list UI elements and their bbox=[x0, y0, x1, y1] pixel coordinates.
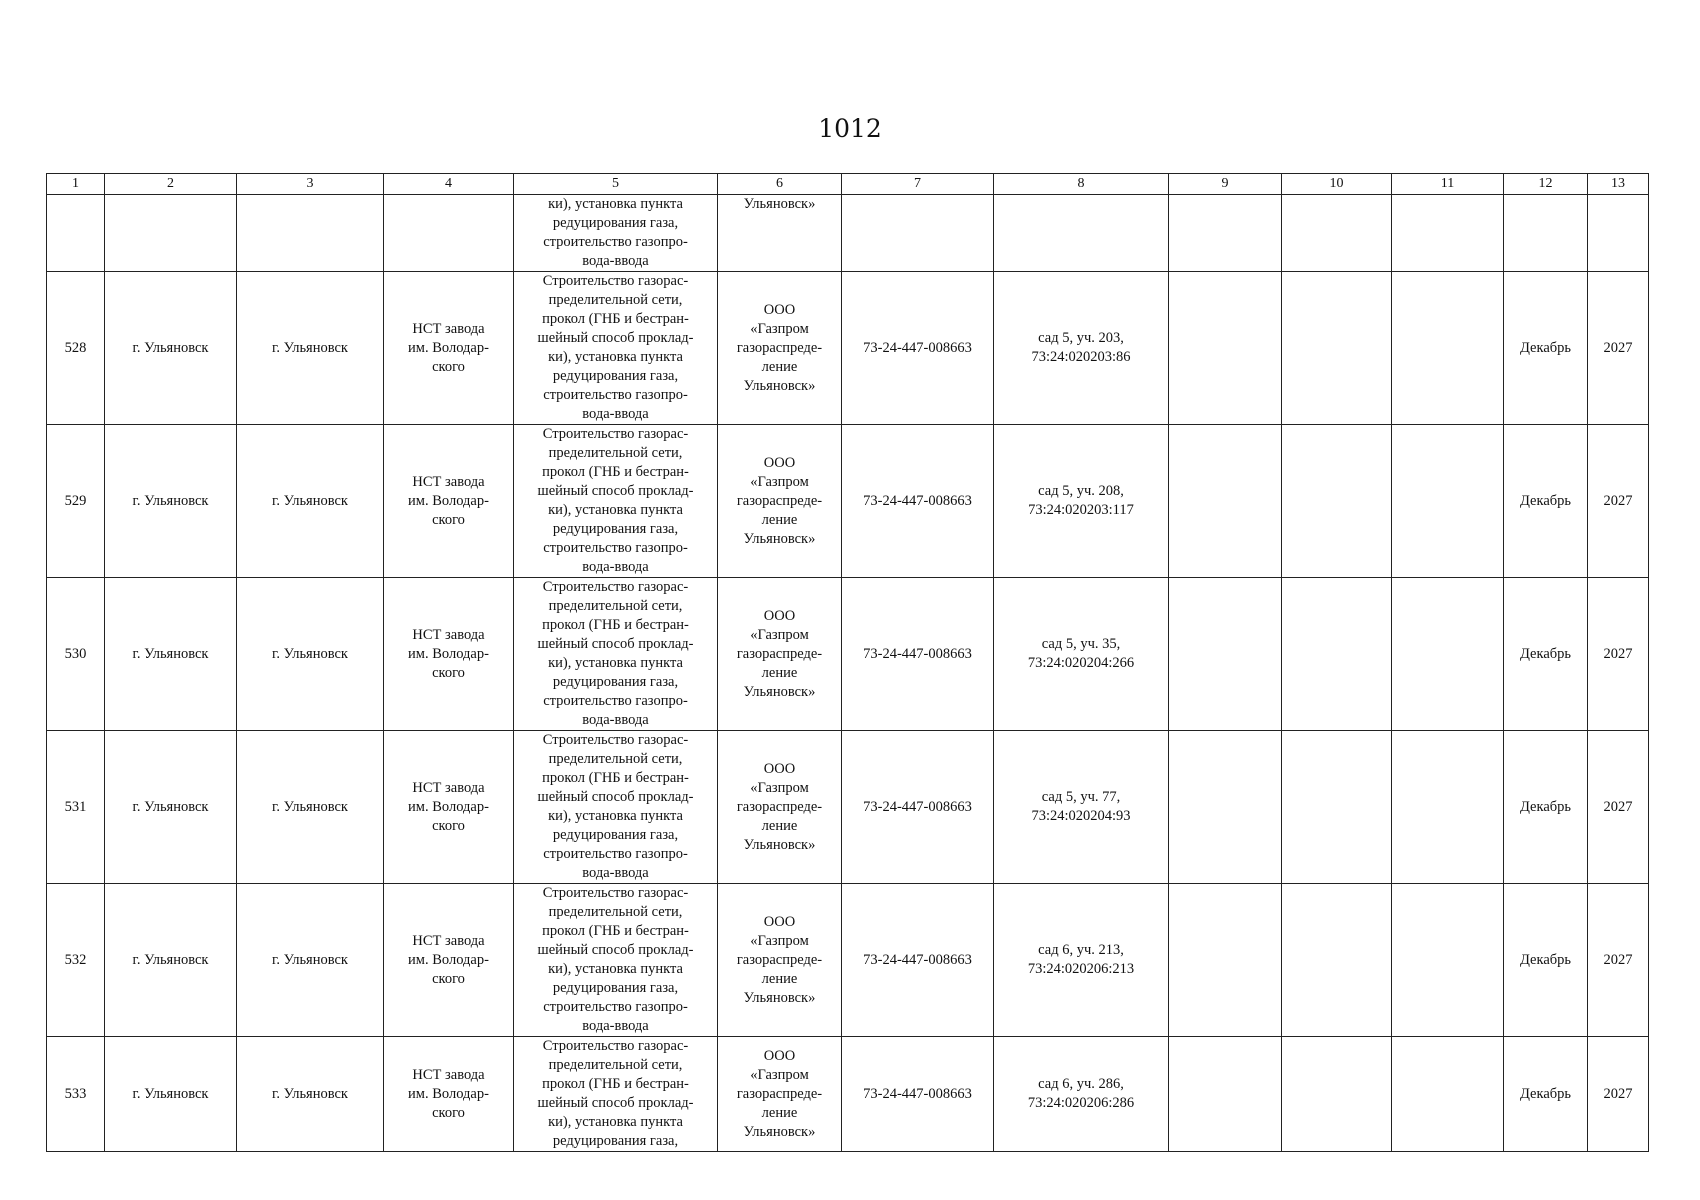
location-line: ского bbox=[432, 1104, 465, 1121]
cell-empty bbox=[1282, 578, 1392, 731]
location-line: НСТ завода bbox=[412, 932, 485, 949]
work-line: редуцирования газа, bbox=[552, 521, 679, 537]
work-line: шейный способ проклад- bbox=[537, 789, 694, 805]
page-number: 1012 bbox=[818, 114, 882, 143]
cell-work-description bbox=[514, 1037, 718, 1152]
table-row bbox=[47, 731, 1649, 884]
org-line: Ульяновск» bbox=[743, 1123, 816, 1140]
cell-work-description bbox=[514, 884, 718, 1037]
cell-municipality: г. Ульяновск bbox=[105, 884, 237, 1037]
cell-empty bbox=[105, 195, 237, 272]
org-line: Ульяновск» bbox=[743, 196, 816, 212]
cell-empty bbox=[1504, 195, 1588, 272]
location-line: НСТ завода bbox=[412, 626, 485, 643]
cell-year: 2027 bbox=[1588, 272, 1649, 425]
cell-work-description bbox=[514, 195, 718, 272]
continuation-row bbox=[47, 195, 1649, 272]
cell-empty bbox=[1588, 195, 1649, 272]
org-line: газораспреде- bbox=[736, 1085, 823, 1102]
cell-code: 73-24-447-008663 bbox=[842, 731, 994, 884]
column-header: 3 bbox=[237, 174, 384, 195]
cell-empty bbox=[1169, 578, 1282, 731]
cell-empty bbox=[1282, 1037, 1392, 1152]
org-line: газораспреде- bbox=[736, 798, 823, 815]
work-line: редуцирования газа, bbox=[552, 827, 679, 843]
work-line: строительство газопро- bbox=[543, 846, 688, 862]
work-line: пределительной сети, bbox=[548, 751, 683, 767]
org-line: ООО bbox=[763, 913, 796, 930]
parcel-line: сад 6, уч. 286, bbox=[1038, 1076, 1124, 1092]
location-line: ского bbox=[432, 511, 465, 528]
work-line: прокол (ГНБ и бестран- bbox=[542, 311, 689, 327]
parcel-line: сад 6, уч. 213, bbox=[1038, 942, 1124, 958]
cell-empty bbox=[1282, 425, 1392, 578]
work-line: ки), установка пункта bbox=[548, 655, 683, 671]
cell-empty bbox=[1392, 578, 1504, 731]
cell-municipality: г. Ульяновск bbox=[105, 578, 237, 731]
cell-row-number: 533 bbox=[47, 1037, 105, 1152]
cell-empty bbox=[994, 195, 1169, 272]
org-line: газораспреде- bbox=[736, 339, 823, 356]
org-line: «Газпром bbox=[750, 1066, 809, 1083]
cell-location bbox=[384, 1037, 514, 1152]
cell-empty bbox=[1282, 272, 1392, 425]
cell-empty bbox=[1392, 884, 1504, 1037]
parcel-line: 73:24:020206:286 bbox=[1027, 1095, 1135, 1111]
register-table bbox=[46, 173, 1649, 1152]
parcel-line: сад 5, уч. 35, bbox=[1041, 636, 1121, 652]
location-line: им. Володар- bbox=[408, 1085, 489, 1102]
cell-work-description bbox=[514, 425, 718, 578]
org-line: ление bbox=[761, 817, 798, 834]
work-line: строительство газопро- bbox=[543, 234, 688, 250]
column-header: 4 bbox=[384, 174, 514, 195]
work-line: ки), установка пункта bbox=[548, 808, 683, 824]
cell-settlement: г. Ульяновск bbox=[237, 272, 384, 425]
column-header: 2 bbox=[105, 174, 237, 195]
org-line: «Газпром bbox=[750, 932, 809, 949]
location-line: НСТ завода bbox=[412, 320, 485, 337]
org-line: Ульяновск» bbox=[743, 530, 816, 547]
table-row bbox=[47, 425, 1649, 578]
cell-row-number: 529 bbox=[47, 425, 105, 578]
cell-empty bbox=[384, 195, 514, 272]
work-line: строительство газопро- bbox=[543, 999, 688, 1015]
cell-code: 73-24-447-008663 bbox=[842, 425, 994, 578]
parcel-line: сад 5, уч. 208, bbox=[1038, 483, 1124, 499]
org-line: Ульяновск» bbox=[743, 989, 816, 1006]
column-header: 12 bbox=[1504, 174, 1588, 195]
work-line: редуцирования газа, bbox=[552, 674, 679, 690]
cell-work-description bbox=[514, 578, 718, 731]
work-line: прокол (ГНБ и бестран- bbox=[542, 770, 689, 786]
cell-settlement: г. Ульяновск bbox=[237, 731, 384, 884]
cell-organization bbox=[718, 1037, 842, 1152]
cell-parcel bbox=[994, 578, 1169, 731]
parcel-line: 73:24:020206:213 bbox=[1027, 961, 1135, 977]
cell-month: Декабрь bbox=[1504, 272, 1588, 425]
location-line: НСТ завода bbox=[412, 1066, 485, 1083]
org-line: «Газпром bbox=[750, 473, 809, 490]
column-header: 5 bbox=[514, 174, 718, 195]
work-line: прокол (ГНБ и бестран- bbox=[542, 617, 689, 633]
org-line: Ульяновск» bbox=[743, 836, 816, 853]
org-line: ООО bbox=[763, 301, 796, 318]
cell-row-number: 528 bbox=[47, 272, 105, 425]
work-line: ки), установка пункта bbox=[548, 349, 683, 365]
cell-row-number: 530 bbox=[47, 578, 105, 731]
work-line: вода-ввода bbox=[582, 253, 649, 269]
work-line: пределительной сети, bbox=[548, 598, 683, 614]
location-line: им. Володар- bbox=[408, 492, 489, 509]
work-line: вода-ввода bbox=[582, 712, 649, 728]
cell-code: 73-24-447-008663 bbox=[842, 1037, 994, 1152]
location-line: НСТ завода bbox=[412, 779, 485, 796]
cell-code: 73-24-447-008663 bbox=[842, 578, 994, 731]
org-line: ООО bbox=[763, 607, 796, 624]
cell-empty bbox=[1169, 884, 1282, 1037]
cell-municipality: г. Ульяновск bbox=[105, 425, 237, 578]
cell-month: Декабрь bbox=[1504, 1037, 1588, 1152]
org-line: газораспреде- bbox=[736, 645, 823, 662]
cell-row-number: 532 bbox=[47, 884, 105, 1037]
cell-location bbox=[384, 425, 514, 578]
cell-settlement: г. Ульяновск bbox=[237, 1037, 384, 1152]
cell-empty bbox=[1169, 272, 1282, 425]
table-row bbox=[47, 884, 1649, 1037]
location-line: им. Володар- bbox=[408, 798, 489, 815]
org-line: ление bbox=[761, 358, 798, 375]
org-line: «Газпром bbox=[750, 320, 809, 337]
cell-month: Декабрь bbox=[1504, 884, 1588, 1037]
work-line: ки), установка пункта bbox=[548, 1114, 683, 1130]
work-line: редуцирования газа, bbox=[552, 1133, 679, 1149]
work-line: строительство газопро- bbox=[543, 540, 688, 556]
work-line: редуцирования газа, bbox=[552, 980, 679, 996]
parcel-line: 73:24:020204:93 bbox=[1031, 808, 1131, 824]
location-line: ского bbox=[432, 817, 465, 834]
work-line: Строительство газорас- bbox=[542, 732, 689, 748]
location-line: ского bbox=[432, 664, 465, 681]
org-line: ление bbox=[761, 511, 798, 528]
work-line: пределительной сети, bbox=[548, 292, 683, 308]
cell-empty bbox=[237, 195, 384, 272]
work-line: ки), установка пункта bbox=[548, 961, 683, 977]
cell-settlement: г. Ульяновск bbox=[237, 425, 384, 578]
table-row bbox=[47, 578, 1649, 731]
cell-empty bbox=[1282, 884, 1392, 1037]
location-line: им. Володар- bbox=[408, 951, 489, 968]
cell-organization bbox=[718, 578, 842, 731]
work-line: пределительной сети, bbox=[548, 445, 683, 461]
cell-empty bbox=[842, 195, 994, 272]
cell-empty bbox=[1282, 731, 1392, 884]
org-line: ление bbox=[761, 1104, 798, 1121]
cell-year: 2027 bbox=[1588, 425, 1649, 578]
cell-settlement: г. Ульяновск bbox=[237, 884, 384, 1037]
location-line: им. Володар- bbox=[408, 339, 489, 356]
work-line: прокол (ГНБ и бестран- bbox=[542, 923, 689, 939]
cell-empty bbox=[47, 195, 105, 272]
work-line: вода-ввода bbox=[582, 406, 649, 422]
location-line: им. Володар- bbox=[408, 645, 489, 662]
cell-parcel bbox=[994, 272, 1169, 425]
work-line: вода-ввода bbox=[582, 1018, 649, 1034]
column-header: 8 bbox=[994, 174, 1169, 195]
work-line: шейный способ проклад- bbox=[537, 1095, 694, 1111]
column-header: 7 bbox=[842, 174, 994, 195]
work-line: пределительной сети, bbox=[548, 904, 683, 920]
work-line: шейный способ проклад- bbox=[537, 942, 694, 958]
cell-empty bbox=[1392, 425, 1504, 578]
column-header: 6 bbox=[718, 174, 842, 195]
cell-parcel bbox=[994, 1037, 1169, 1152]
location-line: ского bbox=[432, 970, 465, 987]
cell-empty bbox=[1282, 195, 1392, 272]
cell-organization bbox=[718, 731, 842, 884]
cell-empty bbox=[1169, 425, 1282, 578]
cell-municipality: г. Ульяновск bbox=[105, 272, 237, 425]
cell-year: 2027 bbox=[1588, 884, 1649, 1037]
work-line: Строительство газорас- bbox=[542, 579, 689, 595]
parcel-line: 73:24:020203:117 bbox=[1028, 502, 1134, 518]
column-header: 11 bbox=[1392, 174, 1504, 195]
org-line: ление bbox=[761, 970, 798, 987]
cell-organization bbox=[718, 425, 842, 578]
column-header: 1 bbox=[47, 174, 105, 195]
work-line: ки), установка пункта bbox=[548, 196, 683, 212]
work-line: шейный способ проклад- bbox=[537, 483, 694, 499]
cell-empty bbox=[1169, 731, 1282, 884]
work-line: пределительной сети, bbox=[548, 1057, 683, 1073]
org-line: «Газпром bbox=[750, 779, 809, 796]
org-line: ООО bbox=[763, 1047, 796, 1064]
cell-year: 2027 bbox=[1588, 731, 1649, 884]
work-line: Строительство газорас- bbox=[542, 273, 689, 289]
work-line: шейный способ проклад- bbox=[537, 636, 694, 652]
cell-work-description bbox=[514, 731, 718, 884]
cell-code: 73-24-447-008663 bbox=[842, 272, 994, 425]
cell-empty bbox=[1392, 272, 1504, 425]
cell-parcel bbox=[994, 884, 1169, 1037]
cell-month: Декабрь bbox=[1504, 578, 1588, 731]
column-number-row bbox=[47, 174, 1649, 195]
cell-organization bbox=[718, 272, 842, 425]
cell-empty bbox=[1392, 731, 1504, 884]
table-row bbox=[47, 1037, 1649, 1152]
work-line: редуцирования газа, bbox=[552, 368, 679, 384]
cell-parcel bbox=[994, 731, 1169, 884]
cell-row-number: 531 bbox=[47, 731, 105, 884]
cell-empty bbox=[1169, 1037, 1282, 1152]
column-header: 9 bbox=[1169, 174, 1282, 195]
work-line: ки), установка пункта bbox=[548, 502, 683, 518]
parcel-line: сад 5, уч. 77, bbox=[1041, 789, 1121, 805]
table-row bbox=[47, 272, 1649, 425]
column-header: 10 bbox=[1282, 174, 1392, 195]
cell-parcel bbox=[994, 425, 1169, 578]
cell-month: Декабрь bbox=[1504, 425, 1588, 578]
cell-organization bbox=[718, 884, 842, 1037]
work-line: прокол (ГНБ и бестран- bbox=[542, 464, 689, 480]
cell-empty bbox=[1169, 195, 1282, 272]
org-line: ление bbox=[761, 664, 798, 681]
cell-year: 2027 bbox=[1588, 578, 1649, 731]
cell-municipality: г. Ульяновск bbox=[105, 731, 237, 884]
parcel-line: 73:24:020203:86 bbox=[1031, 349, 1131, 365]
column-header: 13 bbox=[1588, 174, 1649, 195]
org-line: газораспреде- bbox=[736, 492, 823, 509]
cell-settlement: г. Ульяновск bbox=[237, 578, 384, 731]
parcel-line: 73:24:020204:266 bbox=[1027, 655, 1135, 671]
location-line: НСТ завода bbox=[412, 473, 485, 490]
work-line: вода-ввода bbox=[582, 865, 649, 881]
work-line: прокол (ГНБ и бестран- bbox=[542, 1076, 689, 1092]
work-line: шейный способ проклад- bbox=[537, 330, 694, 346]
org-line: Ульяновск» bbox=[743, 377, 816, 394]
parcel-line: сад 5, уч. 203, bbox=[1038, 330, 1124, 346]
cell-code: 73-24-447-008663 bbox=[842, 884, 994, 1037]
org-line: ООО bbox=[763, 454, 796, 471]
cell-year: 2027 bbox=[1588, 1037, 1649, 1152]
org-line: Ульяновск» bbox=[743, 683, 816, 700]
cell-work-description bbox=[514, 272, 718, 425]
org-line: ООО bbox=[763, 760, 796, 777]
org-line: «Газпром bbox=[750, 626, 809, 643]
work-line: редуцирования газа, bbox=[552, 215, 679, 231]
cell-organization bbox=[718, 195, 842, 272]
work-line: Строительство газорас- bbox=[542, 885, 689, 901]
cell-empty bbox=[1392, 1037, 1504, 1152]
cell-location bbox=[384, 272, 514, 425]
cell-empty bbox=[1392, 195, 1504, 272]
cell-municipality: г. Ульяновск bbox=[105, 1037, 237, 1152]
location-line: ского bbox=[432, 358, 465, 375]
cell-month: Декабрь bbox=[1504, 731, 1588, 884]
work-line: строительство газопро- bbox=[543, 693, 688, 709]
cell-location bbox=[384, 578, 514, 731]
work-line: Строительство газорас- bbox=[542, 1038, 689, 1054]
cell-location bbox=[384, 731, 514, 884]
work-line: строительство газопро- bbox=[543, 387, 688, 403]
work-line: Строительство газорас- bbox=[542, 426, 689, 442]
cell-location bbox=[384, 884, 514, 1037]
work-line: вода-ввода bbox=[582, 559, 649, 575]
org-line: газораспреде- bbox=[736, 951, 823, 968]
